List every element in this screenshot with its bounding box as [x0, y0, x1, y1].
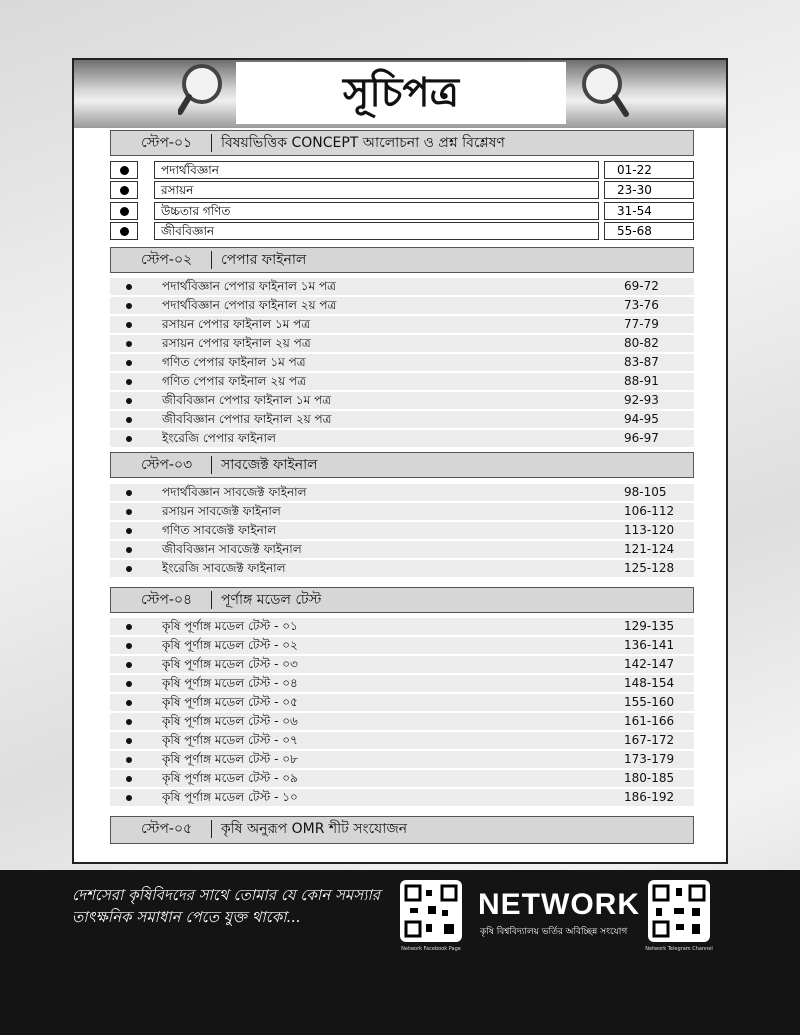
footer-message — [72, 884, 392, 928]
item-pages: 180-185 — [624, 771, 675, 785]
telegram-qr-caption: Network Telegram Channel — [645, 946, 713, 952]
bullet-icon — [126, 643, 132, 649]
item-name: জীববিজ্ঞান পেপার ফাইনাল ১ম পত্র — [162, 393, 332, 407]
item-pages: 167-172 — [624, 733, 675, 747]
section-label: স্টেপ-০৩ — [141, 457, 193, 473]
qr-code-icon — [400, 880, 462, 942]
item-name: গণিত পেপার ফাইনাল ২য় পত্র — [162, 374, 306, 388]
bullet-icon — [126, 700, 132, 706]
item-pages: 136-141 — [624, 638, 675, 652]
bullet-icon — [126, 490, 132, 496]
item-name: কৃষি পূর্ণাঙ্গ মডেল টেস্ট - ০৩ — [162, 657, 298, 671]
item-pages: 94-95 — [624, 412, 659, 426]
item-name: ইংরেজি সাবজেক্ট ফাইনাল — [162, 561, 286, 575]
item-pages: 113-120 — [624, 523, 675, 537]
bullet-icon — [110, 202, 138, 220]
qr-code-icon — [648, 880, 710, 942]
bullet-icon — [126, 509, 132, 515]
magnifier-icon — [574, 62, 634, 126]
list-item — [110, 618, 694, 635]
bullet-icon — [126, 719, 132, 725]
section-label: স্টেপ-০১ — [141, 135, 193, 151]
item-name: কৃষি পূর্ণাঙ্গ মডেল টেস্ট - ০৬ — [162, 714, 298, 728]
list-item — [110, 675, 694, 692]
list-item — [110, 278, 694, 295]
item-pages: 186-192 — [624, 790, 675, 804]
contents-card — [72, 58, 728, 864]
item-name: পদার্থবিজ্ঞান সাবজেক্ট ফাইনাল — [162, 485, 307, 499]
bullet-icon — [110, 161, 138, 179]
section-divider — [211, 251, 212, 269]
section-title: পূর্ণাঙ্গ মডেল টেস্ট — [221, 592, 322, 608]
bullet-icon — [110, 222, 138, 240]
list-item — [110, 522, 694, 539]
item-pages: 80-82 — [624, 336, 659, 350]
item-name: রসায়ন সাবজেক্ট ফাইনাল — [162, 504, 281, 518]
item-pages: 92-93 — [624, 393, 659, 407]
bullet-icon — [126, 322, 132, 328]
bullet-icon — [126, 681, 132, 687]
item-pages: 121-124 — [624, 542, 675, 556]
footer-message-line2: তাৎক্ষনিক সমাধান পেতে যুক্ত থাকো... — [72, 908, 301, 926]
network-logo: NETWORK — [478, 888, 640, 921]
list-item — [110, 202, 694, 222]
bullet-icon — [126, 624, 132, 630]
section-header-step2 — [110, 247, 694, 273]
magnifier-icon — [178, 62, 238, 126]
item-pages: 73-76 — [624, 298, 659, 312]
bullet-icon — [126, 566, 132, 572]
item-name: রসায়ন পেপার ফাইনাল ২য় পত্র — [162, 336, 311, 350]
list-item — [110, 181, 694, 201]
bullet-icon — [126, 284, 132, 290]
section-divider — [211, 820, 212, 838]
item-name: ইংরেজি পেপার ফাইনাল — [162, 431, 276, 445]
list-item — [110, 751, 694, 768]
section-title: কৃষি অনুরূপ OMR শীট সংযোজন — [221, 821, 408, 837]
item-pages: 142-147 — [624, 657, 675, 671]
list-item — [110, 503, 694, 520]
list-item — [110, 637, 694, 654]
item-pages: 31-54 — [604, 202, 694, 220]
item-pages: 129-135 — [624, 619, 675, 633]
item-name: পদার্থবিজ্ঞান — [154, 161, 599, 179]
item-name: রসায়ন পেপার ফাইনাল ১ম পত্র — [162, 317, 311, 331]
bullet-icon — [126, 303, 132, 309]
item-name: কৃষি পূর্ণাঙ্গ মডেল টেস্ট - ০৪ — [162, 676, 298, 690]
item-name: কৃষি পূর্ণাঙ্গ মডেল টেস্ট - ০৭ — [162, 733, 298, 747]
bullet-icon — [110, 181, 138, 199]
bullet-icon — [126, 436, 132, 442]
item-pages: 77-79 — [624, 317, 659, 331]
bullet-icon — [126, 360, 132, 366]
item-name: উচ্চতার গণিত — [154, 202, 599, 220]
item-name: জীববিজ্ঞান সাবজেক্ট ফাইনাল — [162, 542, 302, 556]
bullet-icon — [126, 341, 132, 347]
bullet-icon — [126, 738, 132, 744]
footer-banner — [0, 870, 800, 1035]
item-name: গণিত সাবজেক্ট ফাইনাল — [162, 523, 277, 537]
telegram-qr-code[interactable] — [648, 880, 710, 942]
bullet-icon — [126, 757, 132, 763]
section-label: স্টেপ-০২ — [141, 252, 193, 268]
list-item — [110, 335, 694, 352]
section-header-step4 — [110, 587, 694, 613]
item-pages: 106-112 — [624, 504, 675, 518]
bullet-icon — [126, 662, 132, 668]
list-item — [110, 392, 694, 409]
list-item — [110, 770, 694, 787]
bullet-icon — [126, 398, 132, 404]
footer-message-line1: দেশসেরা কৃষিবিদদের সাথে তোমার যে কোন সমস্যার — [72, 886, 381, 904]
list-item — [110, 484, 694, 501]
facebook-qr-code[interactable] — [400, 880, 462, 942]
section-header-step5 — [110, 816, 694, 844]
bullet-icon — [126, 379, 132, 385]
item-name: পদার্থবিজ্ঞান পেপার ফাইনাল ১ম পত্র — [162, 279, 336, 293]
list-item — [110, 694, 694, 711]
item-pages: 173-179 — [624, 752, 675, 766]
item-pages: 55-68 — [604, 222, 694, 240]
bullet-icon — [126, 776, 132, 782]
list-item — [110, 161, 694, 181]
item-name: কৃষি পূর্ণাঙ্গ মডেল টেস্ট - ০২ — [162, 638, 298, 652]
page-title: সূচিপত্র — [236, 62, 566, 124]
item-pages: 155-160 — [624, 695, 675, 709]
list-item — [110, 297, 694, 314]
item-name: কৃষি পূর্ণাঙ্গ মডেল টেস্ট - ০৫ — [162, 695, 298, 709]
network-tagline: কৃষি বিশ্ববিদ্যালয় ভর্তির অবিচ্ছিন্ন সংযোগ — [480, 927, 628, 937]
bullet-icon — [126, 795, 132, 801]
list-item — [110, 222, 694, 242]
list-item — [110, 430, 694, 447]
bullet-icon — [126, 547, 132, 553]
bullet-icon — [126, 417, 132, 423]
item-pages: 88-91 — [624, 374, 659, 388]
item-name: কৃষি পূর্ণাঙ্গ মডেল টেস্ট - ০৯ — [162, 771, 298, 785]
section-title: পেপার ফাইনাল — [221, 252, 307, 268]
list-item — [110, 656, 694, 673]
list-item — [110, 713, 694, 730]
list-item — [110, 732, 694, 749]
section-title: বিষয়ভিত্তিক CONCEPT আলোচনা ও প্রশ্ন বিশ্লেষণ — [221, 135, 505, 151]
item-pages: 23-30 — [604, 181, 694, 199]
item-pages: 69-72 — [624, 279, 659, 293]
item-name: কৃষি পূর্ণাঙ্গ মডেল টেস্ট - ১০ — [162, 790, 298, 804]
section-divider — [211, 134, 212, 152]
section-label: স্টেপ-০৫ — [141, 821, 193, 837]
item-name: কৃষি পূর্ণাঙ্গ মডেল টেস্ট - ০৮ — [162, 752, 298, 766]
item-pages: 01-22 — [604, 161, 694, 179]
section-divider — [211, 456, 212, 474]
bullet-icon — [126, 528, 132, 534]
facebook-qr-caption: Network Facebook Page — [401, 946, 461, 952]
section-header-step3 — [110, 452, 694, 478]
item-name: পদার্থবিজ্ঞান পেপার ফাইনাল ২য় পত্র — [162, 298, 337, 312]
item-name: রসায়ন — [154, 181, 599, 199]
item-name: গণিত পেপার ফাইনাল ১ম পত্র — [162, 355, 306, 369]
list-item — [110, 373, 694, 390]
list-item — [110, 354, 694, 371]
item-pages: 96-97 — [624, 431, 659, 445]
item-name: কৃষি পূর্ণাঙ্গ মডেল টেস্ট - ০১ — [162, 619, 298, 633]
item-name: জীববিজ্ঞান পেপার ফাইনাল ২য় পত্র — [162, 412, 332, 426]
list-item — [110, 411, 694, 428]
item-pages: 125-128 — [624, 561, 675, 575]
list-item — [110, 560, 694, 577]
list-item — [110, 789, 694, 806]
section-divider — [211, 591, 212, 609]
section-title: সাবজেক্ট ফাইনাল — [221, 457, 318, 473]
item-name: জীববিজ্ঞান — [154, 222, 599, 240]
section-label: স্টেপ-০৪ — [141, 592, 193, 608]
section-header-step1 — [110, 130, 694, 156]
list-item — [110, 541, 694, 558]
header-banner — [74, 60, 726, 128]
list-item — [110, 316, 694, 333]
item-pages: 161-166 — [624, 714, 675, 728]
item-pages: 98-105 — [624, 485, 667, 499]
item-pages: 148-154 — [624, 676, 675, 690]
item-pages: 83-87 — [624, 355, 659, 369]
